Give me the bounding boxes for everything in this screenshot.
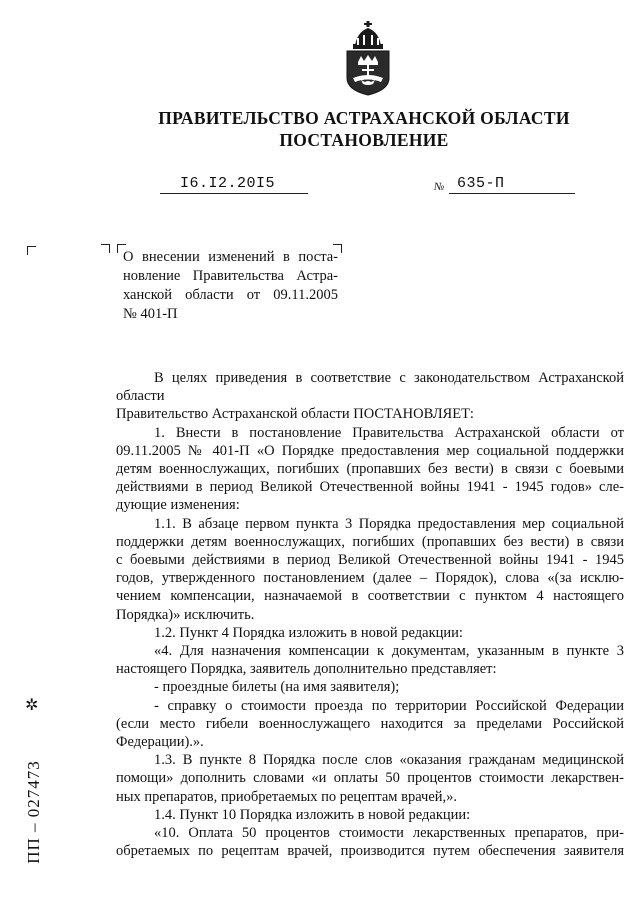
body-line: 1.2. Пункт 4 Порядка изложить в новой редакции:	[154, 624, 463, 641]
body-line: ных препаратов, приобретаемых по рецептам врачей,».	[116, 788, 458, 805]
document-type-title: ПОСТАНОВЛЕНИЕ	[279, 130, 449, 150]
body-line: поддержки детям военнослужащих, погибших (пропавших без вести) в связи	[116, 533, 624, 550]
body-line: «4. Для назначения компенсации к документам, указанным в пункте 3	[154, 643, 624, 660]
corner-mark	[27, 246, 36, 255]
body-line: области	[116, 388, 165, 405]
subject-line: ханской области от 09.11.2005	[123, 287, 338, 303]
subject-line: № 401-П	[123, 306, 178, 322]
body-line: Порядка)» исключить.	[116, 606, 255, 623]
body-line: В целях приведения в соответствие с законодательством Астраханской	[154, 370, 624, 386]
body-line: с боевыми действиями в период Великой Отечественной войны 1941 - 1945	[116, 552, 624, 569]
number-sign: №	[434, 181, 445, 193]
side-serial-code	[22, 722, 46, 902]
body-line: 1. Внести в постановление Правительства Астраханской области от	[154, 424, 624, 441]
document-subject	[123, 248, 338, 324]
body-line: годов, утвержденного постановлением (далее – Порядок), слова «(за исклю-	[116, 570, 624, 587]
astrakhan-coat-of-arms-icon	[343, 20, 393, 96]
body-line: 09.11.2005 № 401-П «О Порядке предоставления мер социальной поддержки	[116, 442, 624, 459]
body-line: действиями в период Великой Отечественной войны 1941 - 1945 годов» сле-	[116, 479, 624, 496]
body-line: - справку о стоимости проезда по территории Российской Федерации	[154, 697, 624, 714]
body-line: дующие изменения:	[116, 497, 240, 514]
body-line: помощи» дополнить словами «и оплаты 50 процентов стоимости лекарствен-	[116, 770, 624, 787]
body-line: детям военнослужащих, погибших (пропавших без вести) в связи с боевыми	[116, 461, 624, 478]
number-field	[449, 176, 575, 194]
subject-line: новление Правительства Астра-	[123, 268, 338, 284]
body-line: (если место гибели военнослужащего находится за пределами Российской	[116, 715, 624, 732]
date-field	[160, 176, 308, 194]
body-line: чением компенсации, назначаемой в соответствии с пунктом 4 настоящего	[116, 588, 624, 605]
corner-mark	[101, 244, 110, 253]
body-line: 1.1. В абзаце первом пункта 3 Порядка предоставления мер социальной	[154, 515, 624, 532]
document-body	[116, 369, 624, 860]
body-line: обретаемых по рецептам врачей, производится путем обеспечения заявителя	[116, 843, 624, 860]
subject-line: О внесении изменений в поста-	[123, 249, 338, 265]
body-line: 1.4. Пункт 10 Порядка изложить в новой редакции:	[154, 806, 471, 823]
serial-code-text: ПП – 027473	[24, 760, 43, 864]
body-line: Федерации).».	[116, 734, 204, 751]
body-line: Правительство Астраханской области ПОСТАНОВЛЯЕТ:	[116, 406, 474, 423]
body-line: 1.3. В пункте 8 Порядка после слов «оказания гражданам медицинской	[154, 752, 624, 769]
body-line: настоящего Порядка, заявитель дополнительно представляет:	[116, 661, 497, 678]
body-line: «10. Оплата 50 процентов стоимости лекарственных препаратов, при-	[154, 825, 624, 842]
organization-title: ПРАВИТЕЛЬСТВО АСТРАХАНСКОЙ ОБЛАСТИ	[158, 108, 570, 128]
document-date: I6.I2.20I5	[180, 175, 276, 192]
asterisk-ornament-icon: ✲	[25, 697, 39, 714]
body-line: - проездные билеты (на имя заявителя);	[154, 679, 400, 696]
document-number: 635-П	[457, 175, 505, 192]
